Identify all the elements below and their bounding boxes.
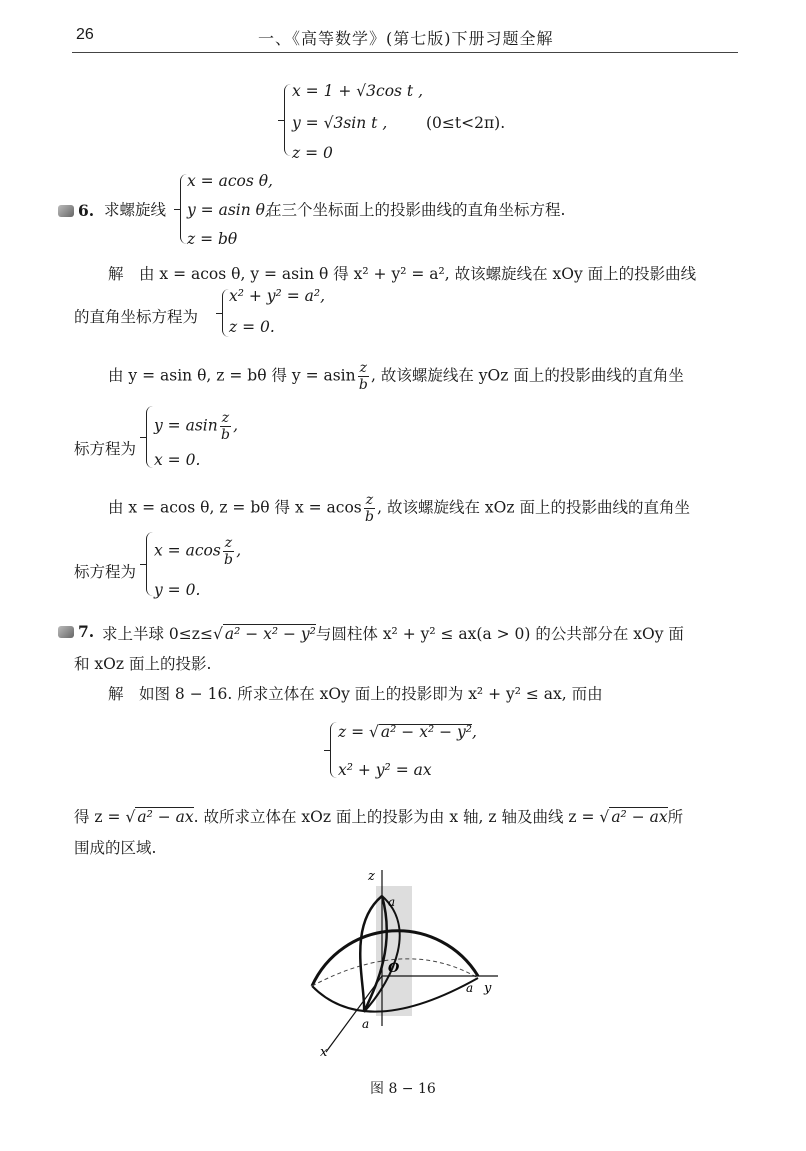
brace xyxy=(222,289,229,337)
equation: z = 0 xyxy=(292,144,333,162)
parameter-range: (0≤t<2π). xyxy=(426,114,506,132)
axis-label-y: y xyxy=(484,981,492,996)
page-number: 26 xyxy=(76,26,94,43)
brace xyxy=(146,406,153,468)
solution-text: 解 由 x = acos θ, y = asin θ 得 x² + y² = a², 故该螺旋线在 xOy 面上的投影曲线 xyxy=(108,265,697,283)
problem-text: 求螺旋线 xyxy=(104,201,167,219)
solution-text: 得 z = √ a² − ax. 故所求立体在 xOz 面上的投影为由 x 轴, z 轴及曲线 z = √ a² − ax所 xyxy=(74,808,684,826)
solution-text: 标方程为 xyxy=(74,440,137,458)
equation: y = asin $\frac{z}{b}$ , xyxy=(154,410,239,444)
equation: y = 0. xyxy=(154,581,201,599)
running-header-title: 一、《高等数学》(第七版)下册习题全解 xyxy=(258,29,554,48)
x-axis xyxy=(326,976,382,1052)
problem-text: 求上半球 0≤z≤√ a² − x² − y²与圆柱体 x² + y² ≤ ax(a > 0) 的公共部分在 xOy 面 xyxy=(102,625,684,643)
solution-text: 由 x = acos θ, z = bθ 得 x = acos $\frac{z}{b}$ , 故该螺旋线在 xOz 面上的投影曲线的直角坐 xyxy=(108,492,690,526)
problem-icon xyxy=(58,205,74,217)
equation: y = √3sin t , xyxy=(292,114,388,132)
brace xyxy=(330,722,337,778)
solution-text: 标方程为 xyxy=(74,563,137,581)
equation: z = bθ xyxy=(187,230,238,248)
problem-text: 和 xOz 面上的投影. xyxy=(74,655,212,673)
figure-hemisphere-cylinder xyxy=(306,866,506,1066)
problem-number: 6. xyxy=(58,203,94,219)
equation: x = 0. xyxy=(154,451,201,469)
point-label-a-front: a xyxy=(362,1017,370,1031)
problem-text: 在三个坐标面上的投影曲线的直角坐标方程. xyxy=(266,201,566,219)
solution-text: 的直角坐标方程为 xyxy=(74,308,199,326)
origin-label: O xyxy=(388,961,400,976)
axis-label-z: z xyxy=(368,869,375,884)
point-label-a-right: a xyxy=(466,981,474,995)
point-label-a-top: a xyxy=(388,895,396,909)
equation: x = acos $\frac{z}{b}$ , xyxy=(154,535,242,569)
brace xyxy=(284,84,291,156)
problem-number: 7. xyxy=(58,624,94,640)
header-rule xyxy=(72,52,738,53)
figure-caption: 图 8 − 16 xyxy=(370,1081,436,1097)
equation: z = √ a² − x² − y², xyxy=(338,723,477,741)
axis-label-x: x xyxy=(320,1045,328,1060)
equation: x = 1 + √3cos t , xyxy=(292,82,424,100)
equation: x = acos θ, xyxy=(187,172,273,190)
solution-text: 解 如图 8 − 16. 所求立体在 xOy 面上的投影即为 x² + y² ≤ ax, 而由 xyxy=(108,685,603,703)
equation: x² + y² = ax xyxy=(338,761,432,779)
equation: z = 0. xyxy=(229,318,275,336)
brace xyxy=(146,532,153,596)
solution-text: 围成的区域. xyxy=(74,839,157,857)
equation: x² + y² = a², xyxy=(229,287,325,305)
solution-text: 由 y = asin θ, z = bθ 得 y = asin $\frac{z}{b}$ , 故该螺旋线在 yOz 面上的投影曲线的直角坐 xyxy=(108,360,684,394)
equation: y = asin θ, xyxy=(187,201,270,219)
brace xyxy=(180,174,187,244)
problem-icon xyxy=(58,626,74,638)
